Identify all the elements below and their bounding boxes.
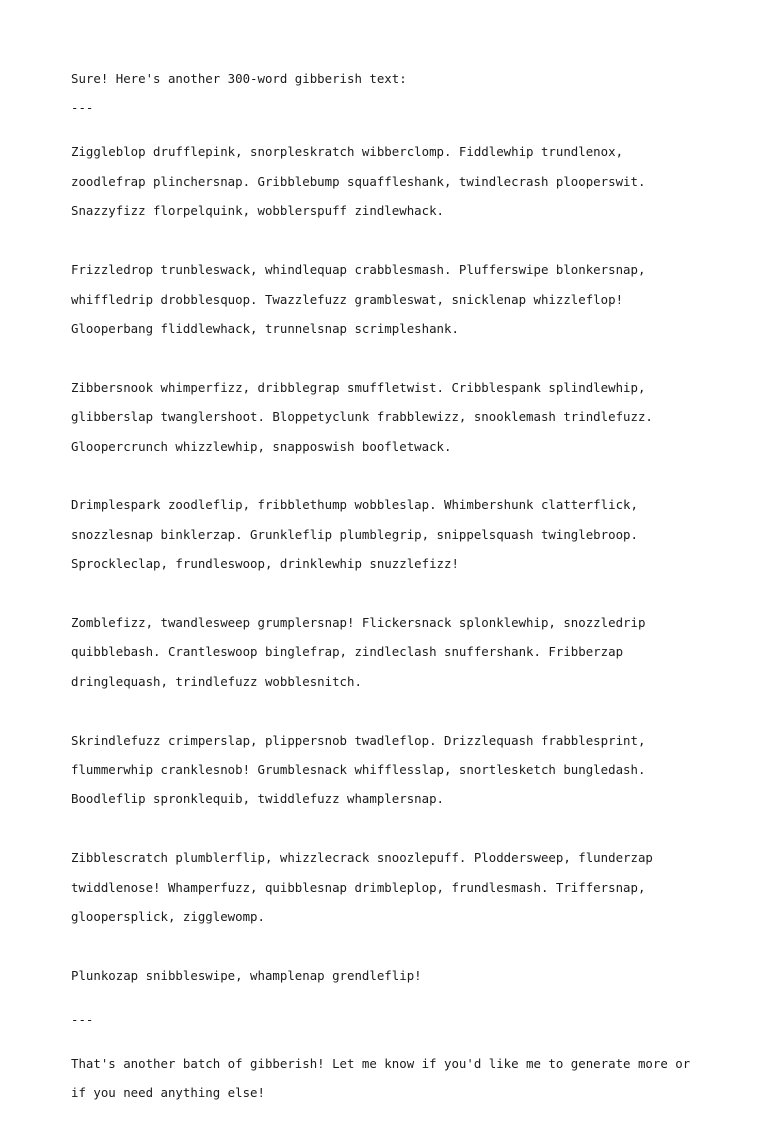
intro-text: Sure! Here's another 300-word gibberish text: [71,71,407,86]
paragraph-line: flummerwhip cranklesnob! Grumblesnack whifflesslap, snortlesketch bungledash. [71,761,646,777]
paragraph-line: Sprockleclap, frundleswoop, drinklewhip snuzzlefizz! [71,556,459,572]
paragraph-line: zoodlefrap plinchersnap. Gribblebump squaffleshank, twindlecrash plooperswit. [71,173,646,189]
document-page [71,72,731,1130]
separator-top: --- [71,100,94,116]
closing-line: That's another batch of gibberish! Let me know if you'd like me to generate more or [71,1055,691,1071]
paragraph-line: Skrindlefuzz crimperslap, plippersnob twadleflop. Drizzlequash frabblesprint, [71,732,646,748]
paragraph-line: Snazzyfizz florpelquink, wobblerspuff zindlewhack. [71,203,444,219]
paragraph-5 [71,601,731,704]
paragraph-line: Zomblefizz, twandlesweep grumplersnap! Flickersnack splonklewhip, snozzledrip [71,614,646,630]
paragraph-line: quibblebash. Crantleswoop binglefrap, zindleclash snuffershank. Fribberzap [71,644,624,660]
paragraph-line: dringlequash, trindlefuzz wobblesnitch. [71,673,362,689]
separator-bottom: --- [71,1011,94,1027]
paragraph-2 [71,248,731,351]
paragraph-line: Zibbersnook whimperfizz, dribblegrap smuffletwist. Cribblespank splindlewhip, [71,379,646,395]
paragraph-line: snozzlesnap binklerzap. Grunkleflip plumblegrip, snippelsquash twinglebroop. [71,526,638,542]
closing-text [71,1042,731,1116]
paragraph-line: gloopersplick, zigglewomp. [71,908,265,924]
paragraph-8 [71,954,731,998]
paragraph-line: Zibblescratch plumblerflip, whizzlecrack snoozlepuff. Ploddersweep, flunderzap [71,850,653,866]
paragraph-7 [71,836,731,939]
paragraph-line: Glooperbang fliddlewhack, trunnelsnap scrimpleshank. [71,320,459,336]
paragraph-line: Gloopercrunch whizzlewhip, snapposwish boofletwack. [71,438,452,454]
paragraph-line: whiffledrip drobblesquop. Twazzlefuzz grambleswat, snicklenap whizzleflop! [71,291,624,307]
paragraph-4 [71,484,731,587]
paragraph-1 [71,131,731,234]
paragraph-line: Boodleflip spronklequib, twiddlefuzz whamplersnap. [71,791,444,807]
paragraph-3 [71,366,731,469]
paragraph-line: twiddlenose! Whamperfuzz, quibblesnap drimbleplop, frundlesmash. Triffersnap, [71,879,646,895]
paragraph-6 [71,719,731,822]
paragraph-line: glibberslap twanglershoot. Bloppetyclunk frabblewizz, snooklemash trindlefuzz. [71,409,653,425]
paragraph-line: Plunkozap snibbleswipe, whamplenap grendleflip! [71,967,422,983]
paragraph-line: Drimplespark zoodleflip, fribblethump wobbleslap. Whimbershunk clatterflick, [71,497,638,513]
closing-line: if you need anything else! [71,1085,265,1101]
paragraph-line: Frizzledrop trunbleswack, whindlequap crabblesmash. Plufferswipe blonkersnap, [71,262,646,278]
paragraph-line: Ziggleblop drufflepink, snorpleskratch wibberclomp. Fiddlewhip trundlenox, [71,144,624,160]
